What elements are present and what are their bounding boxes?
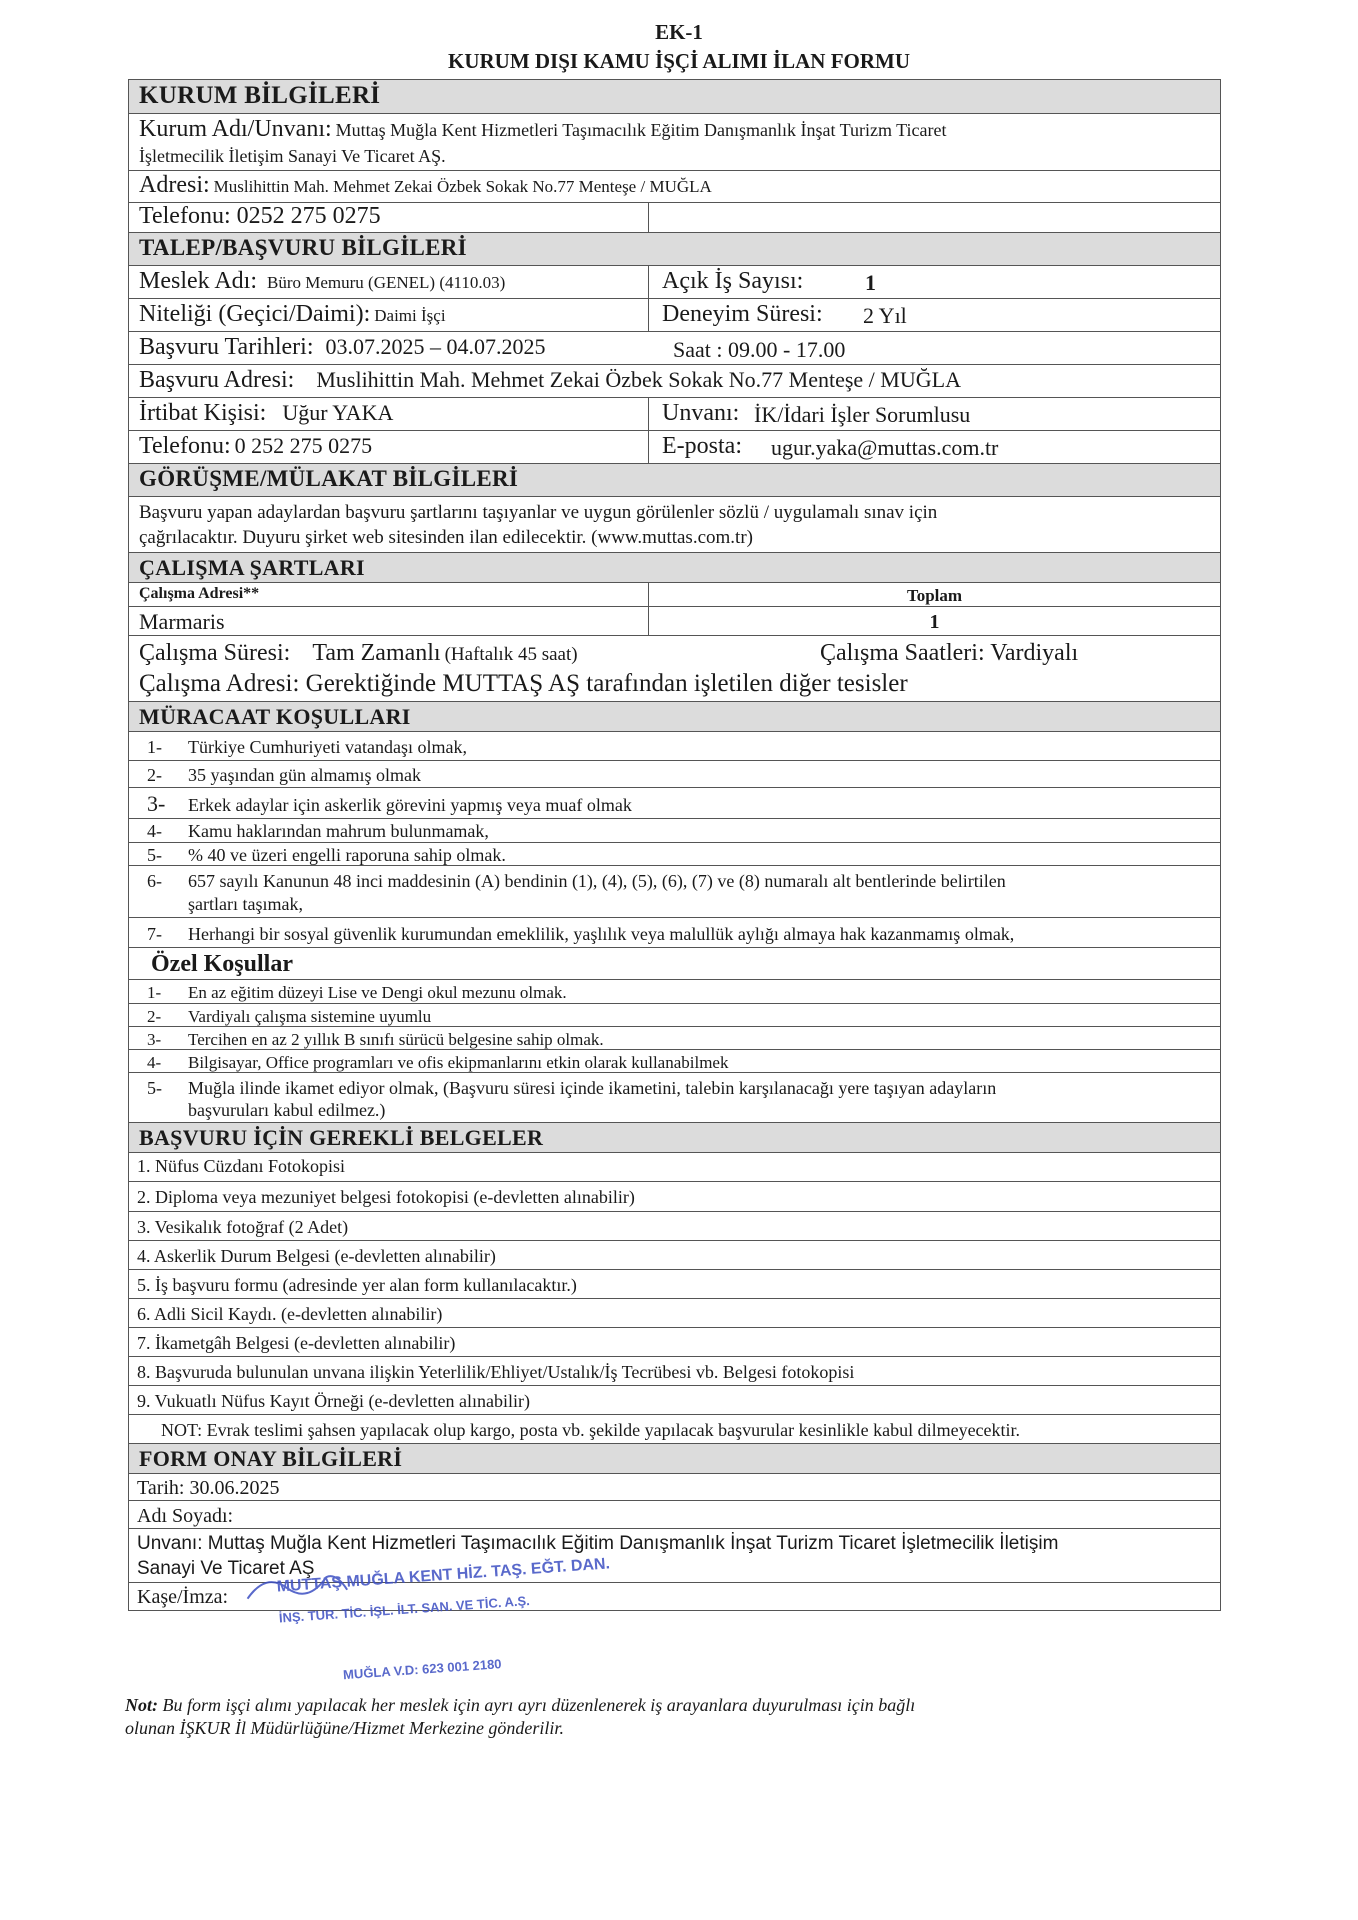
muracaat-text-2: şartları taşımak, xyxy=(188,894,303,914)
section-talep: TALEP/BAŞVURU BİLGİLERİ xyxy=(129,233,1220,266)
muracaat-text: 657 sayılı Kanunun 48 inci maddesinin (A) bendinin (1), (4), (5), (6), (7) ve (8) numaralı alt bentlerinde belirtilen xyxy=(188,871,1006,891)
ozel-text: Tercihen en az 2 yıllık B sınıfı sürücü belgesine sahip olmak. xyxy=(188,1030,604,1049)
belge-item xyxy=(129,1386,1220,1415)
basvuru-adres-row xyxy=(129,365,1220,398)
muracaat-text: Herhangi bir sosyal güvenlik kurumundan emeklilik, yaşlılık veya malullük aylığı almaya hak kazanmamış olmak, xyxy=(188,924,1015,944)
section-gorusme: GÖRÜŞME/MÜLAKAT BİLGİLERİ xyxy=(129,464,1220,497)
muracaat-text: % 40 ve üzeri engelli raporuna sahip olmak. xyxy=(188,845,506,865)
eposta-value[interactable]: ugur.yaka@muttas.com.tr xyxy=(771,435,999,460)
toplam-value-cell xyxy=(648,607,1220,635)
telefon-value: 0 252 275 0275 xyxy=(234,433,373,458)
calisma-sure-label: Çalışma Süresi: xyxy=(139,640,291,666)
muracaat-num: 6- xyxy=(147,871,162,891)
tarih-row xyxy=(129,332,1220,365)
belge-text: 8. Başvuruda bulunulan unvana ilişkin Yeterlilik/Ehliyet/Ustalık/İş Tecrübesi vb. Belgesi fotokopisi xyxy=(137,1362,855,1382)
nitelik-label: Niteliği (Geçici/Daimi): xyxy=(139,301,371,327)
gorusme-row xyxy=(129,497,1220,553)
muracaat-item xyxy=(129,843,1220,866)
onay-unvan-2: Sanayi Ve Ticaret AŞ xyxy=(137,1558,315,1579)
section-calisma: ÇALIŞMA ŞARTLARI xyxy=(129,553,1220,583)
muracaat-item xyxy=(129,788,1220,819)
calisma-adres-value: Marmaris xyxy=(139,609,225,634)
basvuru-tarih-label: Başvuru Tarihleri: xyxy=(139,334,314,360)
eposta-cell xyxy=(648,431,1220,463)
ozel-text-2: başvuruları kabul edilmez.) xyxy=(188,1100,386,1120)
meslek-value: Büro Memuru (GENEL) (4110.03) xyxy=(267,273,506,292)
belge-not-row xyxy=(129,1415,1220,1444)
kurum-adres-value: Muslihittin Mah. Mehmet Zekai Özbek Sokak No.77 Menteşe / MUĞLA xyxy=(213,177,712,196)
belge-item xyxy=(129,1153,1220,1182)
muracaat-text: Erkek adaylar için askerlik görevini yapmış veya muaf olmak xyxy=(188,795,632,815)
deneyim-cell xyxy=(648,299,1220,331)
stamp-line-2: İNŞ. TUR. TİC. İŞL. İLT. SAN. VE TİC. A.Ş. xyxy=(278,1593,531,1626)
belge-text: 2. Diploma veya mezuniyet belgesi fotokopisi (e-devletten alınabilir) xyxy=(137,1187,635,1207)
acik-is-label: Açık İş Sayısı: xyxy=(662,268,804,294)
muracaat-item xyxy=(129,918,1220,948)
belge-text: 9. Vukuatlı Nüfus Kayıt Örneği (e-devletten alınabilir) xyxy=(137,1391,530,1411)
footnote-line-2: olunan İŞKUR İl Müdürlüğüne/Hizmet Merkezine gönderilir. xyxy=(125,1718,564,1738)
belge-item xyxy=(129,1212,1220,1241)
section-ozel: Özel Koşullar xyxy=(151,951,293,977)
calisma-value-row xyxy=(129,607,1220,636)
nitelik-row xyxy=(129,299,1220,332)
onay-kase: Kaşe/İmza: xyxy=(137,1586,229,1608)
form-table xyxy=(128,79,1221,1611)
belge-text: 3. Vesikalık fotoğraf (2 Adet) xyxy=(137,1217,349,1237)
muracaat-num: 1- xyxy=(147,737,162,757)
ozel-num: 5- xyxy=(147,1078,162,1098)
meslek-row xyxy=(129,266,1220,299)
section-belgeler: BAŞVURU İÇİN GEREKLİ BELGELER xyxy=(129,1123,1220,1153)
basvuru-tarih-value: 03.07.2025 – 04.07.2025 xyxy=(325,334,546,359)
gorusme-line-1: Başvuru yapan adaylardan başvuru şartlarını taşıyanlar ve uygun görülenler sözlü / uygulamalı sınav için xyxy=(139,502,938,523)
muracaat-num: 7- xyxy=(147,924,162,944)
kurum-telefon-empty-cell xyxy=(648,203,1220,232)
calisma-head-row xyxy=(129,583,1220,607)
ozel-num: 1- xyxy=(147,983,162,1002)
kurum-telefon-row xyxy=(129,203,1220,233)
kurum-ad-row xyxy=(129,114,1220,171)
belge-text: 7. İkametgâh Belgesi (e-devletten alınabilir) xyxy=(137,1333,456,1353)
ozel-item xyxy=(129,980,1220,1004)
onay-ad-row xyxy=(129,1501,1220,1529)
belge-text: 5. İş başvuru formu (adresinde yer alan form kullanılacaktır.) xyxy=(137,1275,577,1295)
kurum-ad-value-1: Muttaş Muğla Kent Hizmetleri Taşımacılık Eğitim Danışmanlık İnşat Turizm Ticaret xyxy=(335,120,947,140)
telefon-label: Telefonu: xyxy=(139,433,231,459)
ozel-item xyxy=(129,1050,1220,1073)
calisma-sure-note: (Haftalık 45 saat) xyxy=(444,644,578,665)
calisma-sure-row xyxy=(129,636,1220,702)
onay-unvan-1: Unvanı: Muttaş Muğla Kent Hizmetleri Taşımacılık Eğitim Danışmanlık İnşat Turizm Ticaret İşletmecilik İletişim xyxy=(137,1533,1059,1554)
ozel-text: En az eğitim düzeyi Lise ve Dengi okul mezunu olmak. xyxy=(188,983,567,1002)
unvan-cell xyxy=(648,398,1220,430)
basvuru-adres-value: Muslihittin Mah. Mehmet Zekai Özbek Sokak No.77 Menteşe / MUĞLA xyxy=(316,367,961,392)
ozel-item xyxy=(129,1027,1220,1050)
kurum-ad-value-2: İşletmecilik İletişim Sanayi Ve Ticaret AŞ. xyxy=(139,146,446,166)
irtibat-value: Uğur YAKA xyxy=(282,400,394,425)
belge-item xyxy=(129,1357,1220,1386)
kurum-adres-label: Adresi: xyxy=(139,172,210,198)
calisma-sure-value: Tam Zamanlı xyxy=(312,640,441,666)
belge-item xyxy=(129,1182,1220,1212)
kurum-telefon: Telefonu: 0252 275 0275 xyxy=(139,203,381,229)
muracaat-num: 5- xyxy=(147,845,162,865)
deneyim-label: Deneyim Süresi: xyxy=(662,301,823,327)
toplam-head-cell xyxy=(648,583,1220,606)
belge-item xyxy=(129,1328,1220,1357)
ozel-text: Vardiyalı çalışma sistemine uyumlu xyxy=(188,1007,432,1026)
stamp-line-1: MUTTAŞ MUĞLA KENT HİZ. TAŞ. EĞT. DAN. xyxy=(276,1555,611,1596)
ozel-text: Muğla ilinde ikamet ediyor olmak, (Başvuru süresi içinde ikametini, talebin karşılanacağı yere taşıyan adayların xyxy=(188,1078,997,1098)
muracaat-item xyxy=(129,761,1220,788)
belge-item xyxy=(129,1270,1220,1299)
form-title: KURUM DIŞI KAMU İŞÇİ ALIMI İLAN FORMU xyxy=(447,49,911,73)
basvuru-adres-label: Başvuru Adresi: xyxy=(139,367,295,393)
belge-text: 1. Nüfus Cüzdanı Fotokopisi xyxy=(137,1156,346,1176)
calisma-adres-2: Çalışma Adresi: Gerektiğinde MUTTAŞ AŞ tarafından işletilen diğer tesisler xyxy=(139,670,908,697)
unvan-value: İK/İdari İşler Sorumlusu xyxy=(754,402,971,427)
muracaat-text: 35 yaşından gün almamış olmak xyxy=(188,765,421,785)
ozel-num: 2- xyxy=(147,1007,162,1026)
muracaat-num: 3- xyxy=(147,791,166,816)
calisma-saatleri: Çalışma Saatleri: Vardiyalı xyxy=(820,640,1079,666)
meslek-label: Meslek Adı: xyxy=(139,268,257,294)
iletisim-row xyxy=(129,431,1220,464)
onay-tarih-row xyxy=(129,1474,1220,1501)
unvan-label: Unvanı: xyxy=(662,400,740,426)
belge-text: 6. Adli Sicil Kaydı. (e-devletten alınabilir) xyxy=(137,1304,443,1324)
stamp-line-3: MUĞLA V.D: 623 001 2180 xyxy=(342,1656,502,1683)
toplam-head: Toplam xyxy=(906,586,963,605)
irtibat-row xyxy=(129,398,1220,431)
muracaat-item xyxy=(129,819,1220,843)
gorusme-line-2: çağrılacaktır. Duyuru şirket web sitesinden ilan edilecektir. (www.muttas.com.tr) xyxy=(139,527,753,548)
ek-label: EK-1 xyxy=(655,20,703,44)
footnote-bold: Not: xyxy=(125,1695,158,1715)
footnote xyxy=(125,1694,1225,1740)
onay-ad: Adı Soyadı: xyxy=(137,1505,234,1527)
muracaat-item xyxy=(129,732,1220,761)
deneyim-value: 2 Yıl xyxy=(863,303,907,328)
section-onay: FORM ONAY BİLGİLERİ xyxy=(129,1444,1220,1474)
ozel-item xyxy=(129,1073,1220,1123)
ozel-num: 3- xyxy=(147,1030,162,1049)
company-stamp xyxy=(276,1556,614,1699)
muracaat-item xyxy=(129,866,1220,918)
onay-tarih: Tarih: 30.06.2025 xyxy=(137,1477,280,1499)
footnote-line-1: Bu form işçi alımı yapılacak her meslek için ayrı ayrı düzenlenerek iş arayanlara duyurulması için bağlı xyxy=(158,1695,916,1715)
muracaat-text: Türkiye Cumhuriyeti vatandaşı olmak, xyxy=(188,737,467,757)
irtibat-label: İrtibat Kişisi: xyxy=(139,400,267,426)
belge-text: 4. Askerlik Durum Belgesi (e-devletten alınabilir) xyxy=(137,1246,496,1266)
belge-item xyxy=(129,1299,1220,1328)
ozel-row xyxy=(129,948,1220,980)
ozel-num: 4- xyxy=(147,1053,162,1072)
muracaat-text: Kamu haklarından mahrum bulunmamak, xyxy=(188,821,489,841)
belge-item xyxy=(129,1241,1220,1270)
eposta-label: E-posta: xyxy=(662,433,742,459)
signature-icon xyxy=(235,1561,357,1609)
nitelik-value: Daimi İşçi xyxy=(374,306,446,325)
acik-is-value: 1 xyxy=(865,270,876,295)
ozel-text: Bilgisayar, Office programları ve ofis ekipmanlarını etkin olarak kullanabilmek xyxy=(188,1053,729,1072)
kurum-ad-label: Kurum Adı/Unvanı: xyxy=(139,116,332,142)
basvuru-saat: Saat : 09.00 - 17.00 xyxy=(673,337,846,362)
ozel-item xyxy=(129,1004,1220,1027)
toplam-value: 1 xyxy=(929,611,940,633)
belge-not: NOT: Evrak teslimi şahsen yapılacak olup kargo, posta vb. şekilde yapılacak başvurular kesinlikle kabul dilmeyecektir. xyxy=(161,1420,1021,1440)
kurum-adres-row xyxy=(129,171,1220,203)
section-kurum: KURUM BİLGİLERİ xyxy=(129,79,1220,114)
muracaat-num: 4- xyxy=(147,821,162,841)
muracaat-num: 2- xyxy=(147,765,162,785)
acik-is-cell xyxy=(648,266,1220,298)
calisma-adres-head: Çalışma Adresi** xyxy=(139,585,260,602)
section-muracaat: MÜRACAAT KOŞULLARI xyxy=(129,702,1220,732)
